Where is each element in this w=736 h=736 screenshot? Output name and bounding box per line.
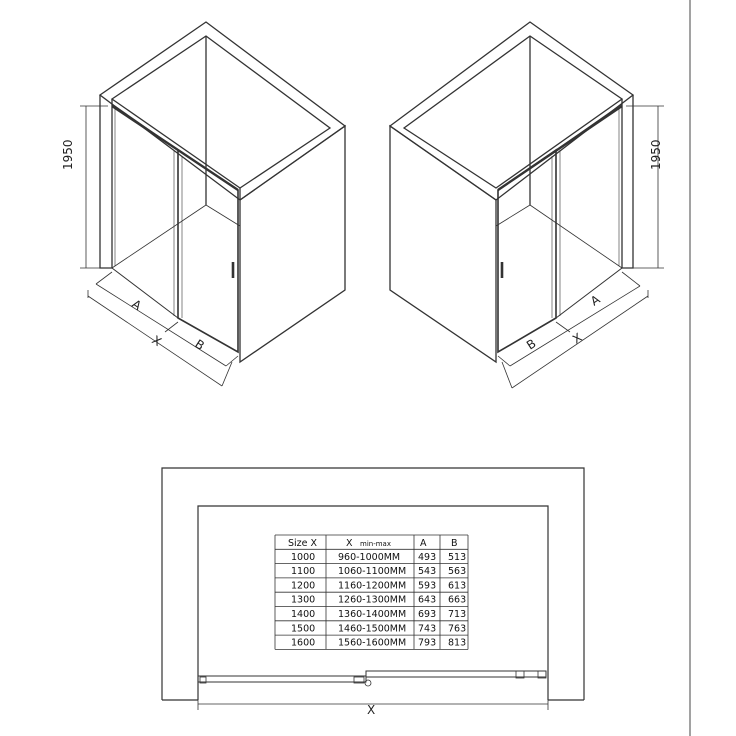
left-fixed-panel [112,104,178,318]
left-dim-a-b-line [96,284,226,366]
left-side-block [240,126,345,362]
left-top-rail [112,106,238,190]
plan-width-label: X [367,703,376,717]
table-cell-size: 1400 [291,609,316,620]
table-cell-a: 543 [418,566,437,578]
table-header-x-sub: min-max [360,540,391,548]
table-header-b: B [451,538,458,549]
table-cell-size: 1300 [291,594,316,606]
plan-roller [365,680,371,686]
table-cell-a: 643 [418,594,437,606]
table-cell-range: 1160-1200MM [338,580,407,592]
table-cell-size: 1100 [291,566,316,578]
table-cell-range: 1560-1600MM [338,637,407,649]
table-cell-range: 1060-1100MM [338,566,407,578]
left-isometric-view [80,22,345,386]
right-top-rim-inner [404,36,622,188]
right-label-b: B [524,336,539,353]
left-label-x: X [149,332,164,350]
table-cell-b: 763 [448,623,467,635]
right-fixed-panel [556,104,622,318]
table-cell-range: 1360-1400MM [338,609,407,620]
left-floor-back [112,205,206,268]
left-dim-ext-b [226,356,238,366]
table-cell-b: 613 [448,580,467,592]
right-dim-a-b-line [510,286,640,366]
table-header-size: Size X [288,538,318,549]
table-cell-a: 493 [418,551,437,563]
size-table [275,535,468,649]
table-cell-b: 513 [448,551,467,563]
table-cell-size: 1000 [291,551,316,563]
table-cell-range: 960-1000MM [338,551,401,563]
right-outer-wall [622,95,633,268]
table-cell-a: 593 [418,580,437,592]
left-height-label: 1950 [61,139,75,170]
right-label-x: X [570,330,585,347]
table-cell-size: 1600 [291,637,316,649]
table-cell-range: 1460-1500MM [338,623,407,635]
table-cell-a: 743 [418,623,437,635]
left-dim-ext-mid [165,322,178,332]
table-cell-b: 713 [448,609,467,620]
table-cell-a: 693 [418,609,437,620]
left-outer-wall [100,95,112,268]
table-cell-b: 663 [448,594,467,606]
right-floor-side [496,205,530,226]
table-cell-range: 1260-1300MM [338,594,407,606]
table-cell-size: 1500 [291,623,316,635]
left-label-b: B [192,336,207,354]
left-label-a: A [129,296,144,313]
right-dim-ext-a [622,272,640,286]
table-cell-b: 813 [448,637,467,649]
table-header-a: A [420,538,427,549]
table-cell-a: 793 [418,637,437,649]
right-height-label: 1950 [649,139,663,170]
right-isometric-view [390,22,664,388]
plan-sliding-door [366,671,546,677]
plan-fixed-panel [198,676,366,682]
left-dim-ext-a [96,272,112,284]
right-floor-back [530,205,622,268]
table-cell-b: 563 [448,566,467,578]
table-header-x: X [346,538,353,549]
left-top-rim-inner [112,36,330,188]
table-cell-size: 1200 [291,580,316,592]
right-dim-ext-b [498,356,510,366]
right-label-a: A [588,292,603,309]
right-side-block [390,126,496,362]
left-floor-side [206,205,240,226]
